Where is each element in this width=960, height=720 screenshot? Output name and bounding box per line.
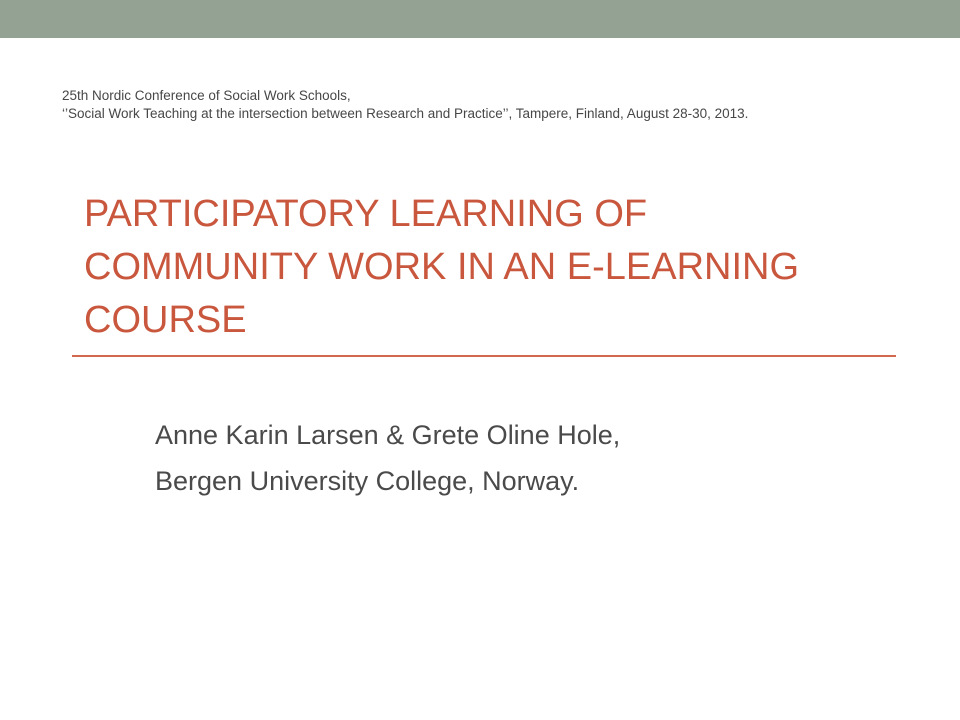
- slide-title-line-2: COMMUNITY WORK IN AN E-LEARNING: [84, 246, 800, 288]
- top-accent-bar: [0, 0, 960, 38]
- conference-line-1: 25th Nordic Conference of Social Work Schools,: [62, 88, 351, 103]
- authors-line-2: Bergen University College, Norway.: [155, 466, 580, 496]
- authors-line-1: Anne Karin Larsen & Grete Oline Hole,: [155, 420, 621, 450]
- title-divider: [72, 355, 896, 357]
- conference-line-2: ‘’Social Work Teaching at the intersection between Research and Practice’’, Tampere, Finland, August 28-30, 2013.: [62, 106, 749, 121]
- conference-info: [62, 87, 932, 123]
- slide-title-line-1: PARTICIPATORY LEARNING OF: [84, 193, 648, 235]
- authors-block: [155, 412, 915, 504]
- slide-title-line-3: COURSE: [84, 299, 247, 341]
- slide-title: [84, 188, 904, 347]
